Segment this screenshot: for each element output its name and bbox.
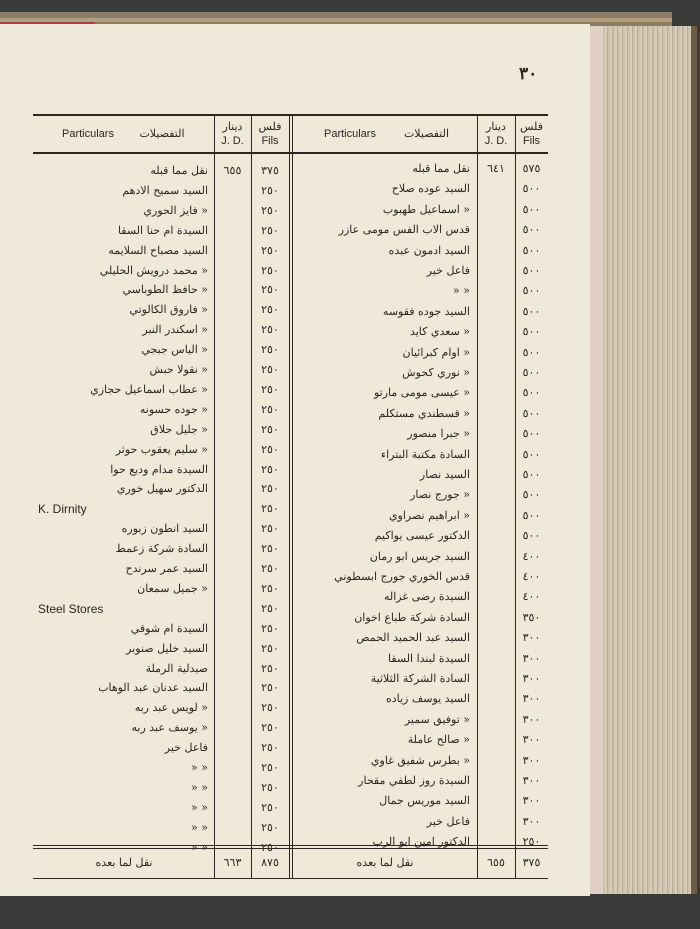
left-row-jd [214, 499, 251, 519]
right-row-jd [477, 812, 515, 832]
right-row-jd [477, 506, 515, 526]
right-row-name: « اسماعيل طهبوب [382, 203, 470, 216]
right-row-jd [477, 424, 515, 444]
right-row-fils: ٣٠٠ [522, 672, 541, 685]
left-row-jd [214, 360, 251, 380]
right-row-fils: ٥٠٠ [522, 366, 541, 379]
right-row-fils: ٣٠٠ [522, 733, 541, 746]
left-row-name: « يوسف عبد ربه [131, 721, 208, 734]
left-row-name: « « [191, 841, 208, 854]
right-row-name: فاعل خير [426, 815, 470, 828]
right-row-jd [477, 771, 515, 791]
center-rule-b [292, 116, 293, 878]
right-row-jd [477, 445, 515, 465]
left-row-jd [214, 579, 251, 599]
right-row-fils: ٥٠٠ [522, 407, 541, 420]
left-row-jd [214, 778, 251, 798]
left-row-fils: ٢٥٠ [261, 801, 279, 814]
footer-bottom-rule [33, 878, 548, 879]
right-row-fils: ٥٠٠ [522, 346, 541, 359]
left-row-jd [214, 400, 251, 420]
header-top-rule [33, 114, 548, 116]
left-row-jd [214, 300, 251, 320]
right-row-jd [477, 526, 515, 546]
right-footer-fils: ٣٧٥ [522, 856, 541, 869]
left-row-fils: ٢٥٠ [261, 463, 279, 476]
left-row-name: السيد سميح الادهم [122, 184, 208, 197]
right-row-name: السيدة رضى غزاله [383, 590, 470, 603]
left-row-fils: ٢٥٠ [261, 323, 279, 336]
right-header-particulars-en: Particulars [324, 128, 376, 140]
right-row-name: السادة الشركة الثلاثية [370, 672, 470, 685]
page-stack-edges [585, 26, 697, 894]
left-row-fils: ٢٥٠ [261, 244, 279, 257]
right-row-name: قدس الخوري جورج ابسطوني [334, 570, 470, 583]
left-row-name: السيد عمر سرندح [125, 562, 208, 575]
center-rule-a [289, 116, 290, 878]
right-row-jd [477, 220, 515, 240]
left-row-name: « جوده حسونه [139, 403, 208, 416]
left-header-particulars-ar: التفصيلات [139, 127, 185, 140]
left-footer-fils: ٨٧٥ [261, 856, 279, 869]
left-row-fils: ٢٥٠ [261, 204, 279, 217]
left-row-jd [214, 261, 251, 281]
left-row-name: « عطاب اسماعيل حجازي [90, 383, 208, 396]
left-row-jd [214, 420, 251, 440]
left-row-fils: ٢٥٠ [261, 562, 279, 575]
right-row-name: السيد ادمون عبده [388, 244, 470, 257]
left-row-fils: ٢٥٠ [261, 184, 279, 197]
left-row-jd [214, 698, 251, 718]
right-row-name: السيد جريس ابو رمان [369, 550, 470, 563]
left-row-fils: ٢٥٠ [261, 482, 279, 495]
right-row-fils: ٥٠٠ [522, 182, 541, 195]
left-row-jd: ٦٥٥ [223, 164, 242, 177]
right-header-fils-en: Fils [522, 135, 541, 147]
book-rim [0, 18, 672, 22]
left-row-name: « نقولا حبش [149, 363, 208, 376]
left-row-jd [214, 758, 251, 778]
right-row-jd [477, 322, 515, 342]
right-row-fils: ٣٠٠ [522, 815, 541, 828]
left-row-fils: ٢٥٠ [261, 781, 279, 794]
right-row-jd: ٦٤١ [487, 162, 505, 175]
left-row-fils: ٢٥٠ [261, 343, 279, 356]
left-row-fils: ٢٥٠ [261, 383, 279, 396]
left-row-fils: ٢٥٠ [261, 224, 279, 237]
right-row-name: الدكتور عيسى يواكيم [374, 529, 470, 542]
right-row-name: السيدة لبندا السقا [387, 652, 470, 665]
left-row-jd [214, 738, 251, 758]
right-row-fils: ٥٠٠ [522, 468, 541, 481]
right-row-fils: ٥٠٠ [522, 386, 541, 399]
right-row-name: « اوام كبرائيان [402, 346, 470, 359]
right-row-fils: ٣٠٠ [522, 652, 541, 665]
right-row-jd [477, 669, 515, 689]
right-row-fils: ٤٠٠ [522, 570, 541, 583]
right-header-fils-ar: فلس [520, 120, 543, 133]
left-row-fils: ٢٥٠ [261, 602, 279, 615]
left-row-name: نقل مما قبله [150, 164, 208, 177]
left-header-fils-en: Fils [261, 135, 279, 147]
right-row-fils: ٥٠٠ [522, 448, 541, 461]
left-row-name: « لويس عبد ربه [134, 701, 208, 714]
left-row-name: « فايز الحوري [143, 204, 208, 217]
right-row-jd [477, 567, 515, 587]
right-row-fils: ٥٠٠ [522, 529, 541, 542]
right-row-fils: ٥٠٠ [522, 488, 541, 501]
left-row-name: صيدلية الرملة [145, 662, 208, 675]
left-row-fils: ٢٥٠ [261, 443, 279, 456]
left-row-fils: ٢٥٠ [261, 821, 279, 834]
left-row-fils: ٢٥٠ [261, 403, 279, 416]
right-row-name: نقل مما قبله [412, 162, 470, 175]
right-row-name: « ابراهيم نصراوي [388, 509, 470, 522]
right-row-jd [477, 649, 515, 669]
right-row-fils: ٣٠٠ [522, 692, 541, 705]
left-row-fils: ٢٥٠ [261, 423, 279, 436]
left-row-name-latin: K. Dirnity [38, 502, 87, 516]
right-row-name: السيد عبد الحميد الحمص [356, 631, 470, 644]
left-row-name: « « [191, 801, 208, 814]
left-row-jd [214, 559, 251, 579]
left-row-fils: ٢٥٠ [261, 522, 279, 535]
right-row-jd [477, 628, 515, 648]
left-row-jd [214, 539, 251, 559]
left-row-name: « محمد درويش الحليلي [99, 264, 208, 277]
right-row-jd [477, 200, 515, 220]
left-row-jd [214, 639, 251, 659]
left-header-dinar-ar: دينار [222, 120, 243, 133]
right-header-dinar-ar: دينار [486, 120, 506, 133]
left-row-jd [214, 599, 251, 619]
right-row-fils: ٣٠٠ [522, 631, 541, 644]
left-row-jd [214, 818, 251, 838]
left-row-fils: ٢٥٠ [261, 303, 279, 316]
left-row-fils: ٢٥٠ [261, 363, 279, 376]
left-row-name: السيد انطون زبوره [121, 522, 208, 535]
right-row-name: السيد عوده صلاح [391, 182, 470, 195]
right-row-jd [477, 547, 515, 567]
left-row-name: السادة شركة زعمط [115, 542, 208, 555]
left-row-fils: ٣٧٥ [261, 164, 279, 177]
left-row-fils: ٢٥٠ [261, 642, 279, 655]
left-footer-label: نقل لما بعده [95, 856, 153, 869]
left-footer-jd: ٦٦٣ [223, 856, 242, 869]
right-footer-jd: ٦٥٥ [487, 856, 505, 869]
right-row-jd [477, 343, 515, 363]
right-row-jd [477, 465, 515, 485]
left-row-name: « « [191, 821, 208, 834]
right-row-name: « توفيق سمير [404, 713, 470, 726]
left-header-particulars-en: Particulars [62, 128, 114, 140]
right-row-name: السادة شركة طباع اخوان [354, 611, 470, 624]
left-row-fils: ٢٥٠ [261, 283, 279, 296]
right-row-name: قدس الاب الفس مومى عازر [338, 223, 470, 236]
right-row-fils: ٥٠٠ [522, 244, 541, 257]
left-row-jd [214, 181, 251, 201]
right-header-particulars-ar: التفصيلات [403, 127, 450, 140]
right-row-name: « بطرس شفيق غاوي [370, 754, 470, 767]
left-row-fils: ٢٥٠ [261, 741, 279, 754]
right-row-fils: ٥٠٠ [522, 223, 541, 236]
right-row-fils: ٣٠٠ [522, 794, 541, 807]
left-row-name: السيدة ام شوقي [130, 622, 208, 635]
right-row-fils: ٣٠٠ [522, 754, 541, 767]
right-row-jd [477, 241, 515, 261]
left-row-jd [214, 440, 251, 460]
right-row-fils: ٥٠٠ [522, 264, 541, 277]
right-row-name: « جورج نصار [410, 488, 470, 501]
right-row-jd [477, 383, 515, 403]
right-row-jd [477, 485, 515, 505]
left-row-jd [214, 479, 251, 499]
left-row-name: « اسكندر النبر [142, 323, 208, 336]
right-row-jd [477, 689, 515, 709]
right-row-name: السادة مكتبة البتراء [380, 448, 470, 461]
left-row-name-latin: Steel Stores [38, 602, 104, 616]
left-row-jd [214, 201, 251, 221]
right-row-jd [477, 710, 515, 730]
left-row-fils: ٢٥٠ [261, 264, 279, 277]
right-row-fils: ٣٠٠ [522, 713, 541, 726]
right-row-name: السيدة روز لطفي مقحار [358, 774, 470, 787]
right-row-jd [477, 261, 515, 281]
left-row-fils: ٢٥٠ [261, 761, 279, 774]
right-row-name: السيد يوسف زياده [385, 692, 470, 705]
left-row-jd [214, 340, 251, 360]
left-row-name: « فاروق الكالوتي [129, 303, 208, 316]
right-row-jd [477, 302, 515, 322]
left-row-fils: ٢٥٠ [261, 542, 279, 555]
right-row-jd [477, 791, 515, 811]
right-row-jd [477, 281, 515, 301]
left-row-name: « « [191, 781, 208, 794]
right-row-fils: ٤٠٠ [522, 590, 541, 603]
right-header-dinar-en: J. D. [484, 135, 508, 147]
left-row-jd [214, 718, 251, 738]
right-row-name: « قسطندي مستكلم [378, 407, 470, 420]
left-row-name: السيد خليل صنوبر [126, 642, 208, 655]
left-row-fils: ٢٥٠ [261, 701, 279, 714]
right-row-jd [477, 404, 515, 424]
left-row-jd [214, 619, 251, 639]
left-row-name: فاعل خير [164, 741, 208, 754]
left-row-jd [214, 380, 251, 400]
right-row-name: « عيسى مومى مارتو [373, 386, 470, 399]
left-row-fils: ٢٥٠ [261, 721, 279, 734]
left-row-jd [214, 678, 251, 698]
left-row-jd [214, 519, 251, 539]
right-row-fils: ٣٠٠ [522, 774, 541, 787]
right-row-fils: ٥٠٠ [522, 284, 541, 297]
page-number: ٣٠ [519, 64, 538, 84]
left-row-jd [214, 241, 251, 261]
right-row-jd [477, 832, 515, 852]
left-row-name: السيدة ام حنا السقا [117, 224, 208, 237]
right-row-name: فاعل خير [426, 264, 470, 277]
right-row-name: السيد موريس جمال [379, 794, 470, 807]
left-header-fils-ar: فلس [258, 120, 282, 133]
right-row-fils: ٥٠٠ [522, 427, 541, 440]
right-row-name: الدكتور امين ابو الرب [372, 835, 470, 848]
left-row-fils: ٢٥٠ [261, 502, 279, 515]
left-header-dinar-en: J. D. [221, 135, 244, 147]
right-row-fils: ٥٧٥ [522, 162, 541, 175]
right-row-fils: ٥٠٠ [522, 509, 541, 522]
left-row-fils: ٢٥٠ [261, 681, 279, 694]
left-row-jd [214, 320, 251, 340]
right-row-name: السيد جوده فقوسه [382, 305, 470, 318]
right-row-fils: ٢٥٠ [522, 835, 541, 848]
left-row-jd [214, 659, 251, 679]
right-row-name: « صالح عاملة [407, 733, 470, 746]
right-footer-label: نقل لما بعده [356, 856, 414, 869]
right-row-fils: ٥٠٠ [522, 203, 541, 216]
left-row-jd [214, 460, 251, 480]
right-row-jd [477, 179, 515, 199]
left-row-name: « سليم يعقوب حوثر [115, 443, 208, 456]
left-row-jd [214, 798, 251, 818]
right-row-name: « نوري كحوش [402, 366, 470, 379]
left-row-fils: ٢٥٠ [261, 662, 279, 675]
left-row-name: « حافظ الطوباسي [122, 283, 208, 296]
right-row-name: « جبرا منصور [407, 427, 470, 440]
left-row-jd [214, 280, 251, 300]
right-row-name: « « [453, 284, 470, 297]
left-row-name: « جليل حلاق [150, 423, 208, 436]
left-row-name: السيد عدنان عبد الوهاب [98, 681, 208, 694]
left-row-name: « « [191, 761, 208, 774]
right-row-name: السيد نصار [419, 468, 470, 481]
left-row-fils: ٢٥٠ [261, 841, 279, 854]
right-row-fils: ٣٥٠ [522, 611, 541, 624]
left-row-name: الدكتور سهيل خوري [116, 482, 208, 495]
right-row-jd [477, 587, 515, 607]
left-row-fils: ٢٥٠ [261, 622, 279, 635]
left-row-name: « جميل سمعان [137, 582, 208, 595]
right-row-name: « سعدي كايد [409, 325, 470, 338]
left-row-name: « الياس جبجي [141, 343, 208, 356]
left-row-name: السيدة مدام وديع حوا [110, 463, 208, 476]
left-row-jd [214, 221, 251, 241]
header-bottom-rule [33, 152, 548, 154]
left-row-name: السيد مصباح السلايمه [108, 244, 208, 257]
right-row-fils: ٤٠٠ [522, 550, 541, 563]
right-row-jd [477, 730, 515, 750]
right-row-jd [477, 363, 515, 383]
right-row-fils: ٥٠٠ [522, 325, 541, 338]
right-row-fils: ٥٠٠ [522, 305, 541, 318]
right-row-jd [477, 608, 515, 628]
right-row-jd [477, 751, 515, 771]
left-row-fils: ٢٥٠ [261, 582, 279, 595]
